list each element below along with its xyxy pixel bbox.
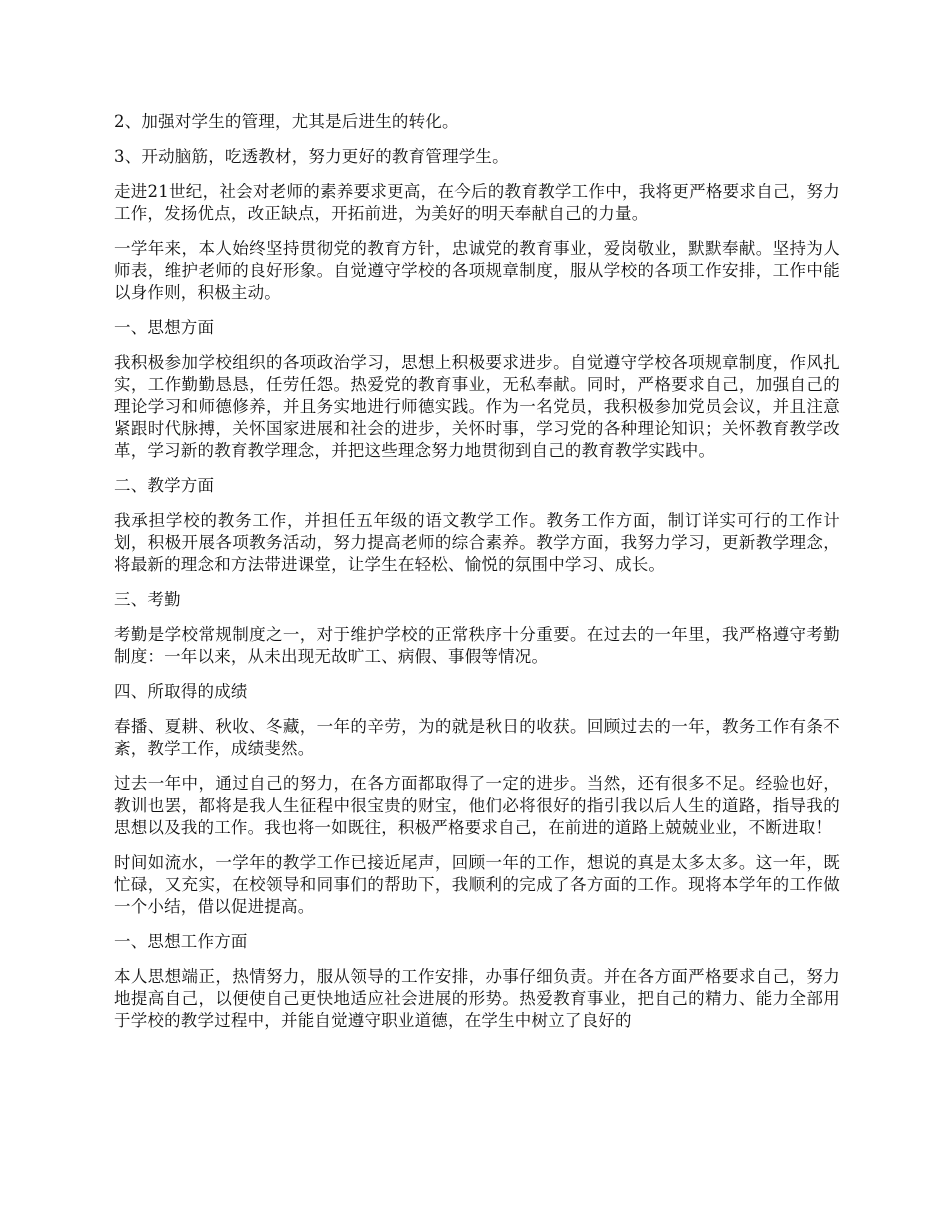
section-heading-achievements: 四、所取得的成绩 [114, 682, 248, 701]
paragraph-thought: 我积极参加学校组织的各项政治学习，思想上积极要求进步。自觉遵守学校各项规章制度，作风扎实，工作勤勤恳恳，任劳任怨。热爱党的教育事业，无私奉献。同时，严格要求自己，加强自己的理论学习和师德修养，并且务实地进行师德实践。作为一名党员，我积极参加党员会议，并且注意紧跟时代脉搏，关怀国家进展和社会的进步，关怀时事，学习党的各种理论知识；关怀教育教学改革，学习新的教育教学理念，并把这些理念努力地贯彻到自己的教育教学实践中。 [114, 353, 840, 460]
section-heading-teaching: 二、教学方面 [114, 476, 215, 495]
paragraph-time-flows: 时间如流水，一学年的教学工作已接近尾声，回顾一年的工作，想说的真是太多太多。这一年，既忙碌，又充实，在校领导和同事们的帮助下，我顺利的完成了各方面的工作。现将本学年的工作做一个小结，借以促进提高。 [114, 853, 840, 916]
paragraph-harvest: 春播、夏耕、秋收、冬藏，一年的辛劳，为的就是秋日的收获。回顾过去的一年，教务工作有条不紊，教学工作，成绩斐然。 [114, 717, 840, 758]
list-item-study-materials: 3、开动脑筋，吃透教材，努力更好的教育管理学生。 [114, 147, 509, 166]
section-heading-attendance: 三、考勤 [114, 590, 181, 609]
paragraph-attendance: 考勤是学校常规制度之一，对于维护学校的正常秩序十分重要。在过去的一年里，我严格遵守考勤制度：一年以来，从未出现无故旷工、病假、事假等情况。 [114, 625, 840, 666]
paragraph-21st-century: 走进21世纪，社会对老师的素养要求更高，在今后的教育教学工作中，我将更严格要求自己，努力工作，发扬优点，改正缺点，开拓前进，为美好的明天奉献自己的力量。 [114, 182, 840, 223]
section-heading-thought: 一、思想方面 [114, 318, 215, 337]
list-item-strengthen-management: 2、加强对学生的管理，尤其是后进生的转化。 [114, 112, 459, 131]
paragraph-year-summary: 一学年来，本人始终坚持贯彻党的教育方针，忠诚党的教育事业，爱岗敬业，默默奉献。坚持为人师表，维护老师的良好形象。自觉遵守学校的各项规章制度，服从学校的各项工作安排，工作中能以身作则，积极主动。 [114, 239, 840, 302]
paragraph-thought-work: 本人思想端正，热情努力，服从领导的工作安排，办事仔细负责。并在各方面严格要求自己，努力地提高自己，以便使自己更快地适应社会进展的形势。热爱教育事业，把自己的精力、能力全部用于学校的教学过程中，并能自觉遵守职业道德，在学生中树立了良好的 [114, 967, 840, 1030]
paragraph-progress: 过去一年中，通过自己的努力，在各方面都取得了一定的进步。当然，还有很多不足。经验也好，教训也罢，都将是我人生征程中很宝贵的财宝，他们必将很好的指引我以后人生的道路，指导我的思想以及我的工作。我也将一如既往，积极严格要求自己，在前进的道路上兢兢业业，不断进取！ [114, 774, 840, 837]
paragraph-teaching: 我承担学校的教务工作，并担任五年级的语文教学工作。教务工作方面，制订详实可行的工作计划，积极开展各项教务活动，努力提高老师的综合素养。教学方面，我努力学习，更新教学理念，将最新的理念和方法带进课堂，让学生在轻松、愉悦的氛围中学习、成长。 [114, 511, 840, 574]
document-body [114, 111, 840, 1045]
section-heading-thought-work: 一、思想工作方面 [114, 932, 248, 951]
